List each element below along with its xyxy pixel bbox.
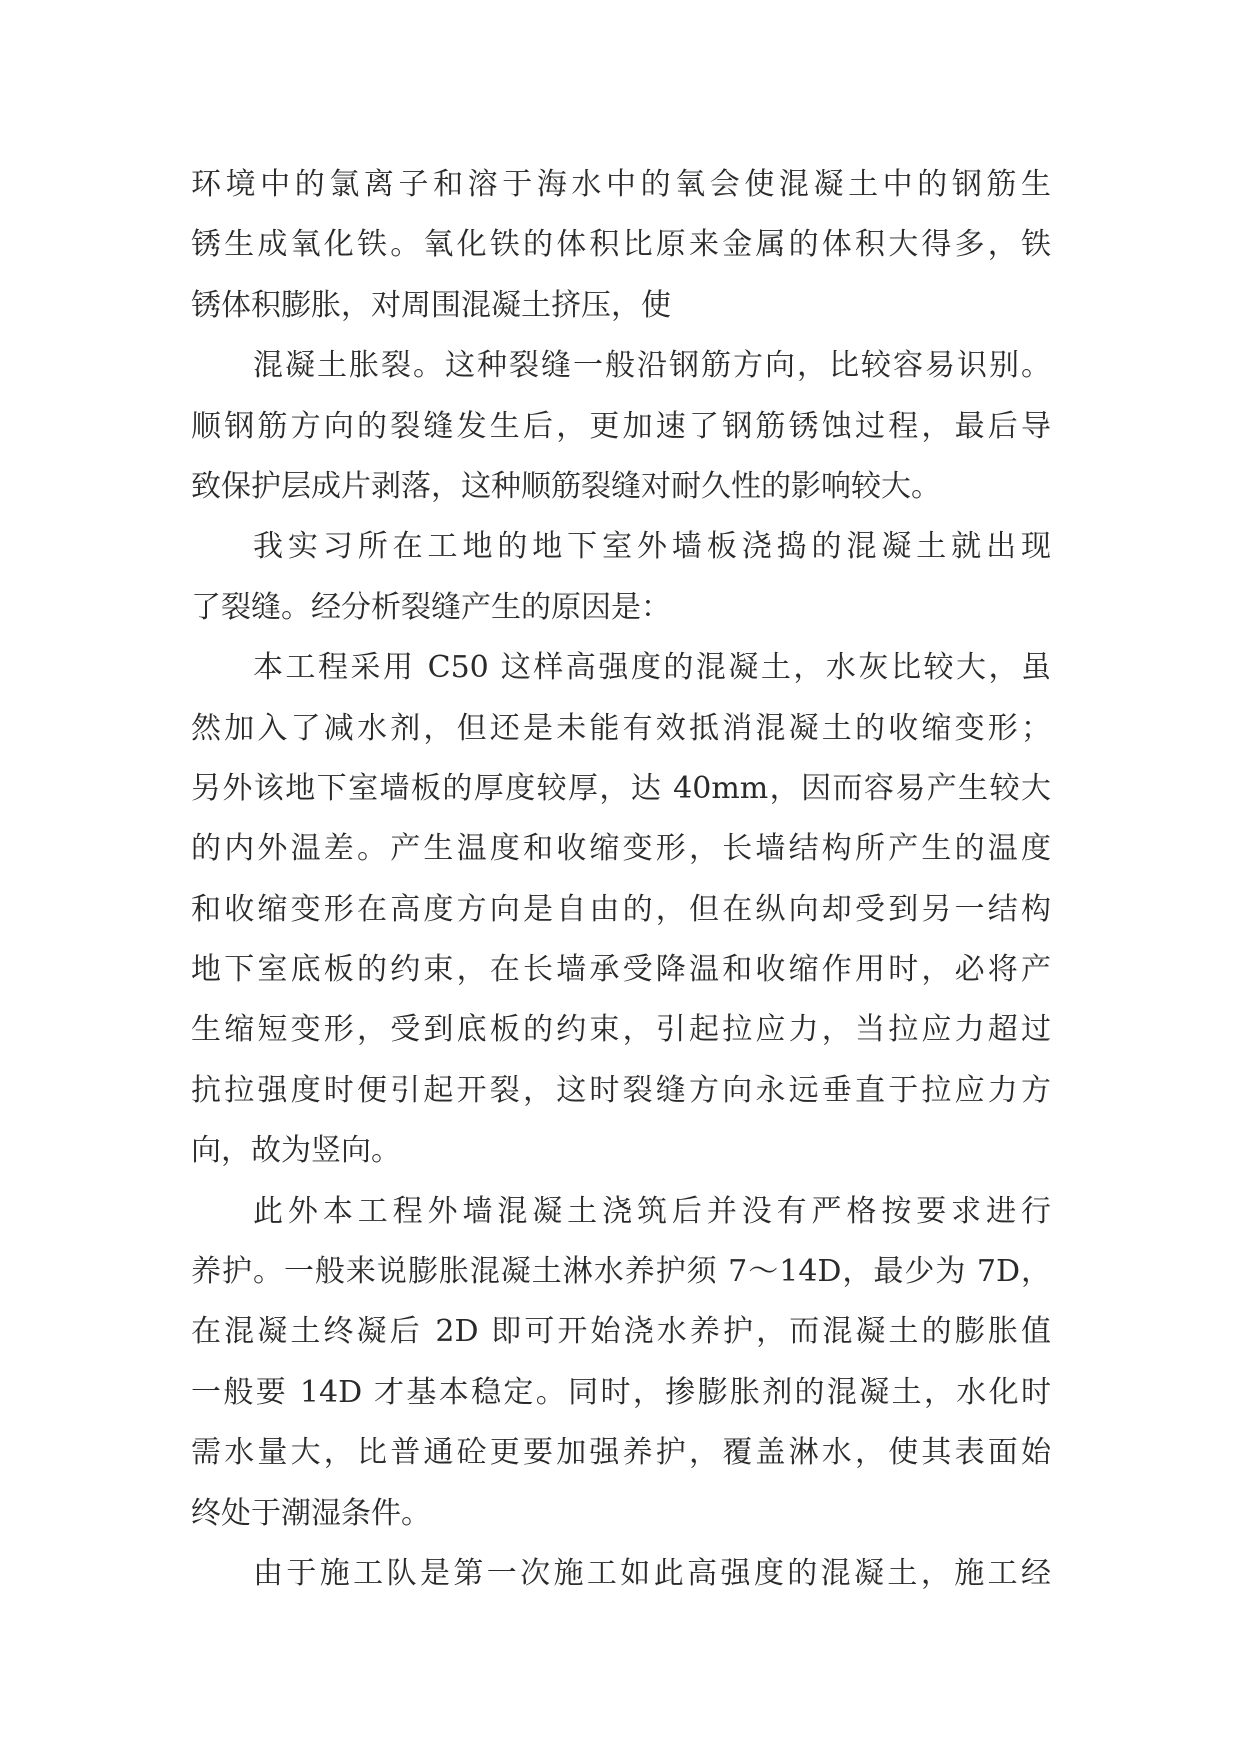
text-line: 此外本工程外墙混凝土浇筑后并没有严格按要求进行 <box>253 1193 1051 1229</box>
text-line: 本工程采用 C50 这样高强度的混凝土，水灰比较大，虽 <box>253 650 1051 686</box>
text-line: 锈生成氧化铁。氧化铁的体积比原来金属的体积大得多，铁 <box>191 227 1051 263</box>
text-line: 另外该地下室墙板的厚度较厚，达 40mm，因而容易产生较大 <box>191 770 1051 806</box>
text-line: 致保护层成片剥落，这种顺筋裂缝对耐久性的影响较大。 <box>191 468 941 504</box>
text-line: 终处于潮湿条件。 <box>191 1495 431 1531</box>
text-line: 生缩短变形，受到底板的约束，引起拉应力，当拉应力超过 <box>191 1012 1051 1048</box>
text-line: 锈体积膨胀，对周围混凝土挤压，使 <box>191 287 671 323</box>
text-line: 一般要 14D 才基本稳定。同时，掺膨胀剂的混凝土，水化时 <box>191 1374 1051 1410</box>
text-line: 向，故为竖向。 <box>191 1133 401 1169</box>
text-line: 混凝土胀裂。这种裂缝一般沿钢筋方向，比较容易识别。 <box>253 348 1051 384</box>
text-line: 需水量大，比普通砼更要加强养护，覆盖淋水，使其表面始 <box>191 1435 1051 1471</box>
text-line: 抗拉强度时便引起开裂，这时裂缝方向永远垂直于拉应力方 <box>191 1072 1051 1108</box>
text-line: 环境中的氯离子和溶于海水中的氧会使混凝土中的钢筋生 <box>191 167 1051 202</box>
text-line: 了裂缝。经分析裂缝产生的原因是： <box>191 589 671 625</box>
document-body <box>191 155 1051 1604</box>
text-line: 和收缩变形在高度方向是自由的，但在纵向却受到另一结构 <box>191 891 1051 927</box>
text-line: 地下室底板的约束，在长墙承受降温和收缩作用时，必将产 <box>191 952 1051 988</box>
text-line: 我实习所在工地的地下室外墙板浇捣的混凝土就出现 <box>253 529 1051 565</box>
text-line: 由于施工队是第一次施工如此高强度的混凝土，施工经 <box>253 1555 1051 1591</box>
text-line: 的内外温差。产生温度和收缩变形，长墙结构所产生的温度 <box>191 831 1051 867</box>
text-line: 顺钢筋方向的裂缝发生后，更加速了钢筋锈蚀过程，最后导 <box>191 408 1051 444</box>
text-line: 然加入了减水剂，但还是未能有效抵消混凝土的收缩变形； <box>191 710 1051 746</box>
text-line: 养护。一般来说膨胀混凝土淋水养护须 7～14D，最少为 7D， <box>191 1254 1051 1290</box>
text-line: 在混凝土终凝后 2D 即可开始浇水养护，而混凝土的膨胀值 <box>191 1314 1051 1350</box>
